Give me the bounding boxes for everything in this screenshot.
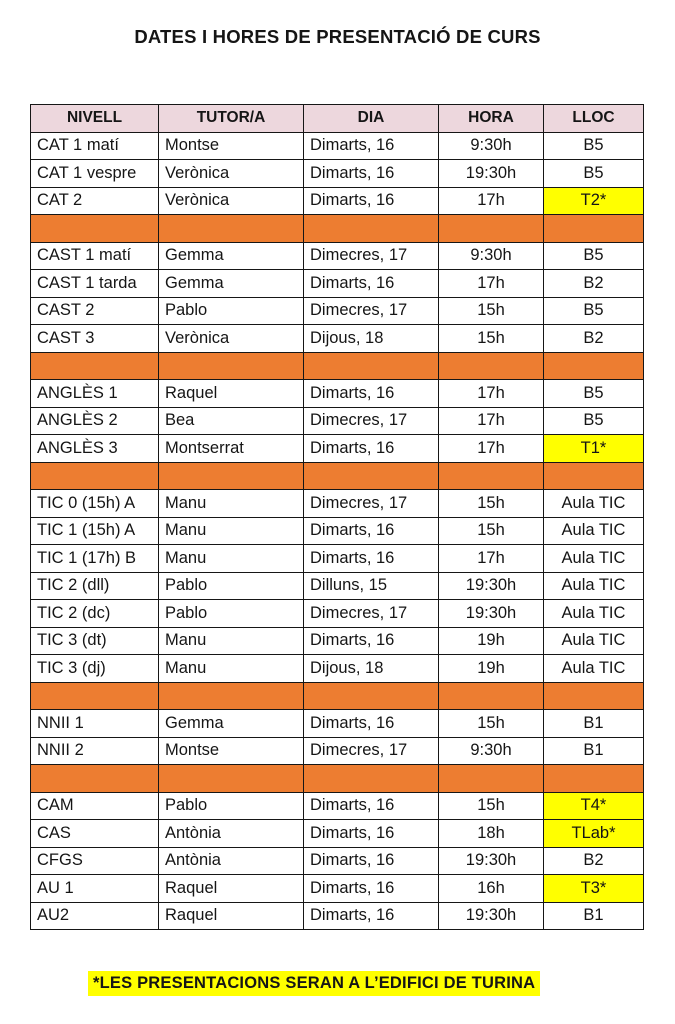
cell-lloc: Aula TIC [544,490,644,518]
cell-nivell: CFGS [31,847,159,875]
table-row [31,242,644,270]
cell-tutor: Raquel [159,875,304,903]
table-row [31,270,644,298]
cell-hora: 19:30h [439,902,544,930]
table-row [31,435,644,463]
cell-dia: Dimarts, 16 [304,710,439,738]
cell-lloc: B2 [544,325,644,353]
cell-dia: Dijous, 18 [304,325,439,353]
cell-lloc: Aula TIC [544,627,644,655]
cell-hora: 9:30h [439,132,544,160]
cell-tutor: Pablo [159,792,304,820]
separator-row [31,765,644,793]
footnote-container [88,971,540,996]
column-header-nivell: NIVELL [31,105,159,133]
table-row [31,545,644,573]
cell-lloc: B2 [544,270,644,298]
cell-tutor: Raquel [159,380,304,408]
table-row [31,820,644,848]
separator-cell [544,682,644,710]
cell-dia: Dimarts, 16 [304,435,439,463]
cell-tutor: Gemma [159,242,304,270]
table-row [31,572,644,600]
cell-tutor: Antònia [159,820,304,848]
separator-cell [304,462,439,490]
separator-cell [159,352,304,380]
cell-tutor: Bea [159,407,304,435]
cell-lloc: Aula TIC [544,517,644,545]
separator-row [31,462,644,490]
table-row [31,490,644,518]
table-row [31,380,644,408]
cell-tutor: Verònica [159,187,304,215]
table-row [31,297,644,325]
separator-cell [159,682,304,710]
separator-row [31,352,644,380]
cell-tutor: Antònia [159,847,304,875]
separator-cell [439,215,544,243]
column-header-dia: DIA [304,105,439,133]
cell-hora: 19h [439,627,544,655]
cell-hora: 15h [439,325,544,353]
table-row [31,627,644,655]
cell-nivell: CAST 1 matí [31,242,159,270]
cell-lloc: T2* [544,187,644,215]
separator-cell [31,352,159,380]
cell-lloc: B5 [544,160,644,188]
separator-row [31,215,644,243]
cell-dia: Dimarts, 16 [304,517,439,545]
separator-cell [544,352,644,380]
cell-lloc: B1 [544,902,644,930]
cell-lloc: Aula TIC [544,655,644,683]
cell-nivell: AU2 [31,902,159,930]
column-header-hora: HORA [439,105,544,133]
cell-dia: Dimecres, 17 [304,737,439,765]
separator-cell [304,765,439,793]
cell-nivell: CAST 1 tarda [31,270,159,298]
cell-nivell: CAT 1 vespre [31,160,159,188]
cell-dia: Dijous, 18 [304,655,439,683]
cell-lloc: B1 [544,737,644,765]
cell-nivell: ANGLÈS 3 [31,435,159,463]
cell-hora: 19:30h [439,600,544,628]
separator-cell [159,765,304,793]
cell-tutor: Verònica [159,325,304,353]
cell-dia: Dimarts, 16 [304,820,439,848]
table-row [31,517,644,545]
table-row [31,655,644,683]
column-header-tutor: TUTOR/A [159,105,304,133]
separator-cell [439,462,544,490]
cell-dia: Dimarts, 16 [304,160,439,188]
cell-nivell: CAT 1 matí [31,132,159,160]
cell-tutor: Raquel [159,902,304,930]
cell-dia: Dimarts, 16 [304,270,439,298]
cell-dia: Dimecres, 17 [304,407,439,435]
table-row [31,187,644,215]
cell-dia: Dimecres, 17 [304,297,439,325]
table-row [31,160,644,188]
cell-lloc: T3* [544,875,644,903]
table-row [31,875,644,903]
cell-hora: 15h [439,517,544,545]
separator-cell [544,462,644,490]
cell-nivell: NNII 2 [31,737,159,765]
separator-row [31,682,644,710]
cell-dia: Dimarts, 16 [304,902,439,930]
cell-dia: Dimarts, 16 [304,380,439,408]
cell-lloc: B5 [544,380,644,408]
separator-cell [304,215,439,243]
cell-lloc: B5 [544,407,644,435]
cell-hora: 15h [439,792,544,820]
cell-dia: Dimecres, 17 [304,490,439,518]
cell-nivell: TIC 3 (dt) [31,627,159,655]
cell-hora: 19:30h [439,847,544,875]
cell-dia: Dimarts, 16 [304,875,439,903]
cell-dia: Dimarts, 16 [304,792,439,820]
cell-nivell: TIC 2 (dll) [31,572,159,600]
cell-nivell: CAST 2 [31,297,159,325]
cell-dia: Dimarts, 16 [304,187,439,215]
cell-hora: 9:30h [439,737,544,765]
separator-cell [439,352,544,380]
cell-dia: Dimecres, 17 [304,600,439,628]
cell-hora: 15h [439,490,544,518]
cell-nivell: TIC 2 (dc) [31,600,159,628]
cell-tutor: Gemma [159,270,304,298]
cell-dia: Dimarts, 16 [304,627,439,655]
cell-tutor: Verònica [159,160,304,188]
cell-lloc: B2 [544,847,644,875]
cell-hora: 19:30h [439,160,544,188]
cell-nivell: CAM [31,792,159,820]
cell-tutor: Manu [159,490,304,518]
table-row [31,132,644,160]
cell-nivell: CAS [31,820,159,848]
cell-tutor: Montse [159,132,304,160]
separator-cell [439,682,544,710]
cell-nivell: TIC 0 (15h) A [31,490,159,518]
cell-tutor: Pablo [159,572,304,600]
cell-hora: 17h [439,270,544,298]
cell-nivell: ANGLÈS 1 [31,380,159,408]
cell-lloc: TLab* [544,820,644,848]
cell-hora: 18h [439,820,544,848]
cell-hora: 16h [439,875,544,903]
schedule-table [30,104,644,930]
table-row [31,737,644,765]
cell-tutor: Manu [159,655,304,683]
separator-cell [159,462,304,490]
cell-hora: 17h [439,545,544,573]
separator-cell [31,215,159,243]
cell-dia: Dilluns, 15 [304,572,439,600]
cell-nivell: TIC 1 (17h) B [31,545,159,573]
cell-tutor: Manu [159,545,304,573]
cell-tutor: Manu [159,517,304,545]
cell-nivell: CAST 3 [31,325,159,353]
column-header-lloc: LLOC [544,105,644,133]
separator-cell [439,765,544,793]
cell-lloc: Aula TIC [544,545,644,573]
cell-hora: 17h [439,435,544,463]
separator-cell [159,215,304,243]
cell-tutor: Pablo [159,600,304,628]
cell-dia: Dimecres, 17 [304,242,439,270]
page-title: DATES I HORES DE PRESENTACIÓ DE CURS [134,26,541,47]
cell-dia: Dimarts, 16 [304,545,439,573]
cell-lloc: Aula TIC [544,600,644,628]
table-row [31,600,644,628]
cell-lloc: T4* [544,792,644,820]
cell-nivell: TIC 1 (15h) A [31,517,159,545]
separator-cell [31,765,159,793]
table-row [31,407,644,435]
cell-hora: 15h [439,297,544,325]
separator-cell [544,215,644,243]
cell-hora: 15h [439,710,544,738]
cell-tutor: Montserrat [159,435,304,463]
cell-nivell: AU 1 [31,875,159,903]
table-header-row [31,105,644,133]
schedule-table-body [31,132,644,930]
table-row [31,710,644,738]
footnote-highlighted-text: *LES PRESENTACIONS SERAN A L’EDIFICI DE TURINA [88,971,540,996]
cell-tutor: Gemma [159,710,304,738]
cell-tutor: Montse [159,737,304,765]
cell-dia: Dimarts, 16 [304,847,439,875]
cell-hora: 17h [439,187,544,215]
cell-nivell: TIC 3 (dj) [31,655,159,683]
cell-tutor: Pablo [159,297,304,325]
cell-dia: Dimarts, 16 [304,132,439,160]
separator-cell [304,682,439,710]
cell-lloc: B5 [544,132,644,160]
cell-hora: 19:30h [439,572,544,600]
separator-cell [304,352,439,380]
table-row [31,792,644,820]
table-row [31,847,644,875]
cell-lloc: B1 [544,710,644,738]
cell-nivell: NNII 1 [31,710,159,738]
separator-cell [31,462,159,490]
cell-nivell: CAT 2 [31,187,159,215]
cell-hora: 17h [439,380,544,408]
cell-hora: 9:30h [439,242,544,270]
table-row [31,325,644,353]
cell-hora: 17h [439,407,544,435]
cell-hora: 19h [439,655,544,683]
cell-lloc: T1* [544,435,644,463]
cell-lloc: B5 [544,297,644,325]
cell-tutor: Manu [159,627,304,655]
separator-cell [31,682,159,710]
table-row [31,902,644,930]
cell-nivell: ANGLÈS 2 [31,407,159,435]
cell-lloc: B5 [544,242,644,270]
separator-cell [544,765,644,793]
cell-lloc: Aula TIC [544,572,644,600]
